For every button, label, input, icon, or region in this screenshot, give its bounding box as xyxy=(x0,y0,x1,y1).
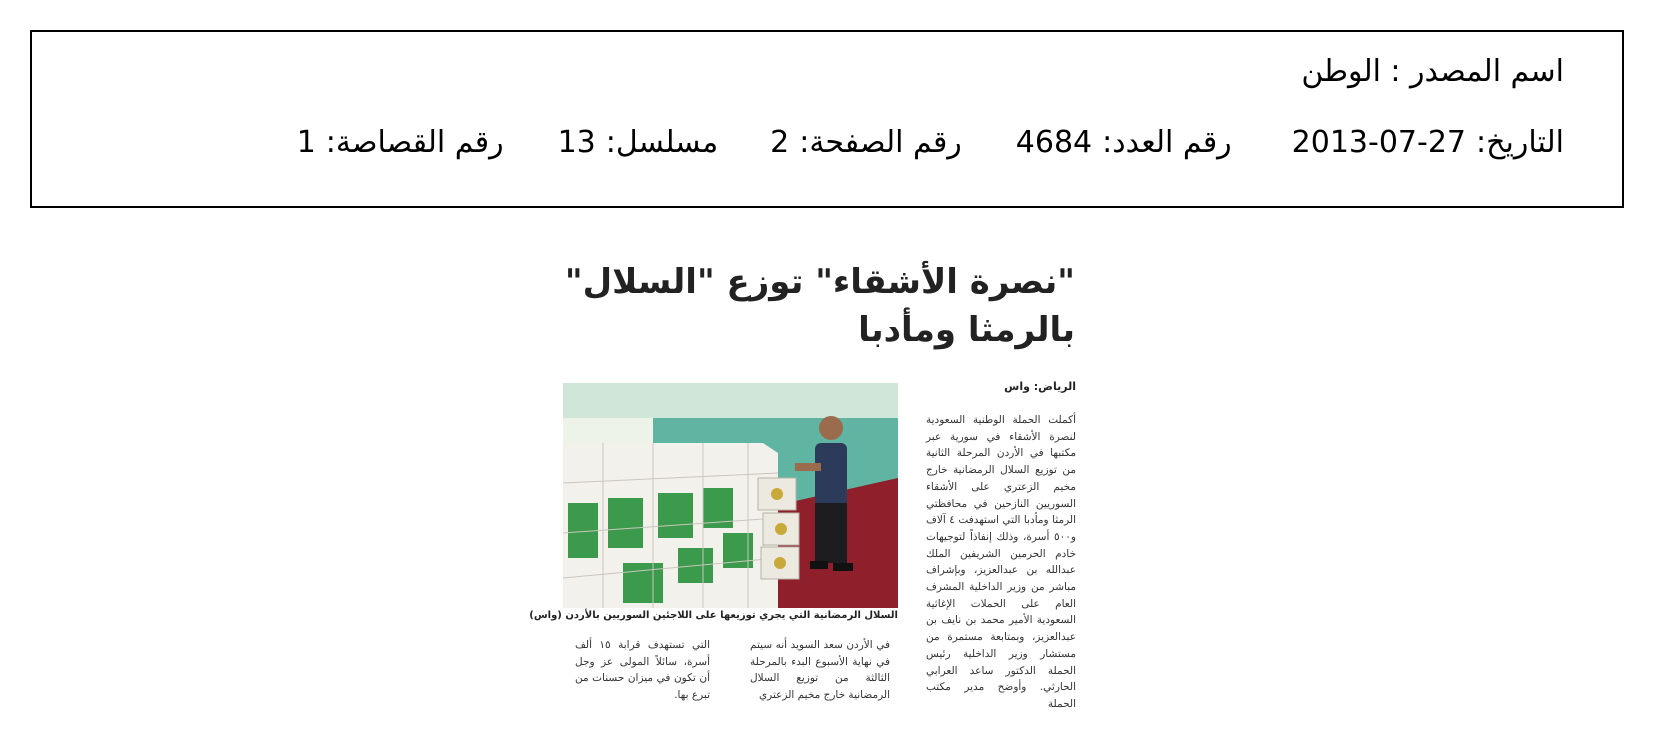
issue-number-label: رقم العدد: xyxy=(1102,125,1232,160)
serial-value: 13 xyxy=(557,125,596,160)
clip-number-label: رقم القصاصة: xyxy=(325,125,504,160)
source-row xyxy=(1301,54,1564,89)
source-value: الوطن xyxy=(1301,54,1381,89)
article-dateline: الرياض: واس xyxy=(1004,380,1076,393)
headline-line-2: بالرمثا ومأدبا xyxy=(858,310,1075,350)
article-column-2: في الأردن سعد السويد أنه سيتم في نهاية الأسبوع البدء بالمرحلة الثالثة من توزيع السلال الرمضانية خارج مخيم الزعتري xyxy=(750,639,890,702)
photo-caption: السلال الرمضانية التي يجري توزيعها على اللاجئين السوريين بالأردن (واس) xyxy=(529,610,898,621)
clipping-metadata-box xyxy=(30,30,1624,208)
article-photo xyxy=(563,383,898,608)
clip-number-field xyxy=(297,125,504,160)
article-column-1: أكملت الحملة الوطنية السعودية لنصرة الأشقاء في سورية عبر مكتبها في الأردن المرحلة الثانية من توزيع السلال الرمضانية خارج مخيم الزعتري على الأشقاء السوريين النازحين في محافظتي الرمثا ومأدبا التي استهدفت ٤ آلاف و٥٠٠ أسرة، وذلك إنفاذاً لتوجيهات خادم الحرمين الشريفين الملك عبدالله بن عبدالعزيز، وبإشراف مباشر من وزير الداخلية المشرف العام على الحملات الإغاثية السعودية الأمير محمد بن نايف بن عبدالعزيز، وبمتابعة مستمرة من مستشار وزير الداخلية رئيس الحملة الدكتور ساعد العرابي الحارثي. وأوضح مدير مكتب الحملة xyxy=(926,414,1076,710)
date-label: التاريخ: xyxy=(1476,125,1564,160)
date-field xyxy=(1292,125,1564,160)
headline-line-1: "نصرة الأشقاء" توزع "السلال" xyxy=(564,262,1075,302)
article-headline xyxy=(555,258,1075,354)
serial-field xyxy=(558,125,719,160)
issue-number-value: 4684 xyxy=(1015,125,1093,160)
article-column-3: التي تستهدف قرابة ١٥ ألف أسرة، سائلاً المولى عز وجل أن تكون في ميزان حسنات من تبرع بها. xyxy=(575,639,710,702)
newspaper-clipping xyxy=(529,240,1090,710)
page-number-value: 2 xyxy=(770,125,790,160)
details-row xyxy=(297,125,1564,160)
page-number-field xyxy=(770,125,962,160)
source-label: اسم المصدر : xyxy=(1390,54,1564,89)
clip-number-value: 1 xyxy=(296,125,316,160)
date-value: 2013-07-27 xyxy=(1291,125,1467,160)
issue-number-field xyxy=(1016,125,1232,160)
serial-label: مسلسل: xyxy=(605,125,719,160)
page-number-label: رقم الصفحة: xyxy=(799,125,962,160)
